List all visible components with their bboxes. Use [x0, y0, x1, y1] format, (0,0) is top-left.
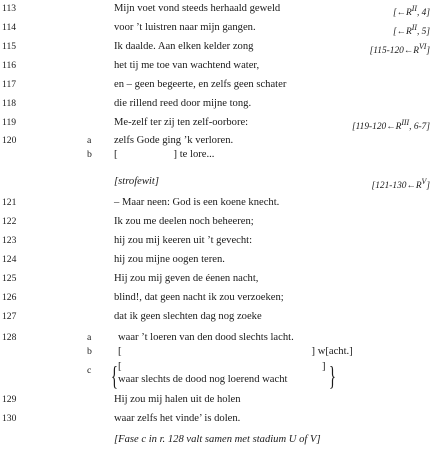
line-number: 116: [2, 60, 17, 71]
line-number: 126: [2, 292, 17, 303]
verse-line-128c: [0, 361, 438, 392]
open-bracket: [: [114, 149, 118, 160]
verse-text: hij zou mij keeren uit ’t gevecht:: [114, 235, 253, 246]
verse-line-127: [0, 310, 438, 324]
verse-line-129: [0, 393, 438, 407]
verse-line-116: [0, 59, 438, 73]
line-number: 128: [2, 332, 17, 343]
line-number: 119: [2, 117, 17, 128]
verse-text: hij zou mijne oogen teren.: [114, 254, 225, 265]
verse-text: het tij me toe van wachtend water,: [114, 60, 260, 71]
editorial-note-strofewit: [0, 175, 438, 192]
verse-line-128b: [0, 345, 438, 359]
variant-text: [ ] w[acht.]: [118, 346, 353, 357]
verse-text: blind!, dat geen nacht ik zou verzoeken;: [114, 292, 284, 303]
verse-text: Mijn voet vond steeds herhaald geweld: [114, 3, 281, 14]
line-number: 114: [2, 22, 17, 33]
verse-text: Me-zelf ter zij ten zelf-oorbore:: [114, 117, 249, 128]
line-number: 115: [2, 41, 17, 52]
close-bracket: ]: [173, 149, 178, 160]
verse-text: Ik daalde. Aan elken kelder zong: [114, 41, 254, 52]
phase-letter: c: [87, 365, 92, 376]
phase-letter: b: [87, 346, 92, 357]
verse-line-119: [0, 116, 438, 133]
verse-line-122: [0, 215, 438, 229]
line-number: 129: [2, 394, 17, 405]
verse-text: voor ’t luistren naar mijn gangen.: [114, 22, 256, 33]
source-reference: [$119-120\leftarrow R^{III}$, 6-7]: [352, 118, 430, 133]
editorial-note-fase: [0, 433, 438, 447]
phase-letter: a: [87, 332, 92, 343]
verse-text: die rillend reed door mijne tong.: [114, 98, 252, 109]
line-number: 125: [2, 273, 17, 284]
verse-line-120a: [0, 134, 438, 148]
verse-text: Ik zou me deelen noch beheeren;: [114, 216, 254, 227]
verse-text: zelfs Gode ging ’k verloren.: [114, 135, 234, 146]
line-number: 120: [2, 135, 17, 146]
verse-line-130: [0, 412, 438, 426]
line-number: 127: [2, 311, 17, 322]
verse-text: – Maar neen: God is een koene knecht.: [114, 197, 280, 208]
editorial-note: [Fase c in r. 128 valt samen met stadium U of V]: [114, 434, 321, 445]
source-reference: $[121-130\leftarrow R^V]$: [371, 177, 430, 192]
verse-line-113: [0, 2, 438, 19]
verse-line-128a: [0, 331, 438, 345]
line-number: 122: [2, 216, 17, 227]
verse-line-125: [0, 272, 438, 286]
phase-letter: b: [87, 149, 92, 160]
verse-line-126: [0, 291, 438, 305]
close-bracket: ]: [322, 361, 326, 372]
verse-line-118: [0, 97, 438, 111]
close-bracket: ]: [311, 346, 316, 357]
verse-line-120b: [0, 148, 438, 162]
line-number: 124: [2, 254, 17, 265]
line-number: 130: [2, 413, 17, 424]
line-number: 121: [2, 197, 17, 208]
verse-line-124: [0, 253, 438, 267]
verse-line-115: [0, 40, 438, 57]
line-number: 123: [2, 235, 17, 246]
close-brace: }: [328, 361, 337, 391]
verse-line-117: [0, 78, 438, 92]
verse-line-114: [0, 21, 438, 38]
line-number: 113: [2, 3, 17, 14]
open-bracket: [: [118, 346, 122, 357]
open-brace: {: [110, 361, 119, 391]
phase-letter: a: [87, 135, 92, 146]
verse-line-121: [0, 196, 438, 210]
source-reference: [$\leftarrow R^{II}$, 4]: [393, 4, 430, 19]
verse-text: en – geen begeerte, en zelfs geen schater: [114, 79, 287, 90]
source-reference: [$\leftarrow R^{II}$, 5]: [393, 23, 430, 38]
line-number: 117: [2, 79, 17, 90]
verse-text: waar slechts de dood nog loerend wacht: [118, 374, 288, 385]
line-number: 118: [2, 98, 17, 109]
verse-text: waar ’t loeren van den dood slechts lacht.: [118, 332, 294, 343]
source-reference: $[115-120\leftarrow R^{VI}]$: [369, 42, 430, 57]
verse-text: Hij zou mij halen uit de holen: [114, 394, 241, 405]
variant-text: [ ] te lore...: [114, 149, 215, 160]
open-bracket: [: [118, 361, 122, 372]
verse-text: waar zelfs het vinde’ is dolen.: [114, 413, 241, 424]
editorial-note: [strofewit]: [114, 176, 159, 187]
verse-line-123: [0, 234, 438, 248]
verse-text: Hij zou mij geven de éenen nacht,: [114, 273, 259, 284]
verse-text: dat ik geen slechten dag nog zoeke: [114, 311, 262, 322]
